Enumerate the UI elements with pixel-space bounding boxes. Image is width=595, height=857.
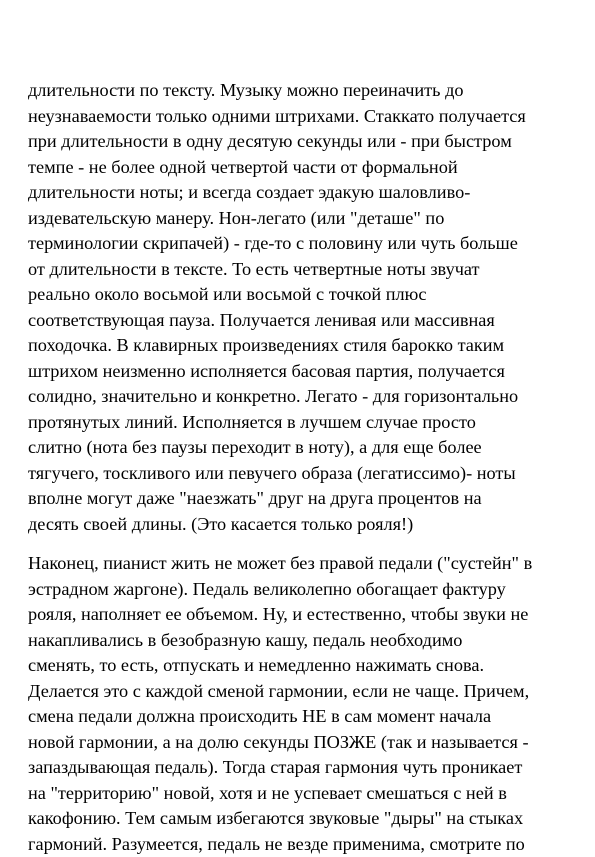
text-line: десять своей длины. (Это касается только рояля!) — [28, 512, 576, 538]
text-line: терминологии скрипачей) - где-то с половину или чуть больше — [28, 231, 576, 257]
text-line: тягучего, тоскливого или певучего образа (легатиссимо)- ноты — [28, 461, 576, 487]
text-line: солидно, значительно и конкретно. Легато - для горизонтально — [28, 384, 576, 410]
text-line: длительности по тексту. Музыку можно переиначить до — [28, 78, 576, 104]
text-line: длительности ноты; и всегда создает эдакую шаловливо- — [28, 180, 576, 206]
text-line: при длительности в одну десятую секунды или - при быстром — [28, 129, 576, 155]
paragraph-articulation — [28, 78, 576, 537]
text-line: рояля, наполняет ее объемом. Ну, и естественно, чтобы звуки не — [28, 602, 576, 628]
text-line: от длительности в тексте. То есть четвертные ноты звучат — [28, 257, 576, 283]
paragraph-pedal — [28, 551, 576, 857]
document-page — [28, 78, 576, 857]
text-line: реально около восьмой или восьмой с точкой плюс — [28, 282, 576, 308]
text-line: какофонию. Тем самым избегаются звуковые "дыры" на стыках — [28, 806, 576, 832]
text-line: неузнаваемости только одними штрихами. Стаккато получается — [28, 104, 576, 130]
text-line: накапливались в безобразную кашу, педаль необходимо — [28, 628, 576, 654]
text-line: штрихом неизменно исполняется басовая партия, получается — [28, 359, 576, 385]
text-line: гармоний. Разумеется, педаль не везде применима, смотрите по — [28, 832, 576, 857]
text-line: новой гармонии, а на долю секунды ПОЗЖЕ (так и называется - — [28, 730, 576, 756]
text-line: протянутых линий. Исполняется в лучшем случае просто — [28, 410, 576, 436]
text-line: слитно (нота без паузы переходит в ноту), а для еще более — [28, 435, 576, 461]
text-line: на "территорию" новой, хотя и не успевает смешаться с ней в — [28, 781, 576, 807]
text-line: темпе - не более одной четвертой части от формальной — [28, 155, 576, 181]
text-line: запаздывающая педаль). Тогда старая гармония чуть проникает — [28, 755, 576, 781]
text-line: эстрадном жаргоне). Педаль великолепно обогащает фактуру — [28, 577, 576, 603]
text-line: Наконец, пианист жить не может без правой педали ("сустейн" в — [28, 551, 576, 577]
text-line: походочка. В клавирных произведениях стиля барокко таким — [28, 333, 576, 359]
text-line: сменять, то есть, отпускать и немедленно нажимать снова. — [28, 653, 576, 679]
text-line: Делается это с каждой сменой гармонии, если не чаще. Причем, — [28, 679, 576, 705]
text-line: издевательскую манеру. Нон-легато (или "деташе" по — [28, 206, 576, 232]
text-line: вполне могут даже "наезжать" друг на друга процентов на — [28, 486, 576, 512]
text-line: смена педали должна происходить НЕ в сам момент начала — [28, 704, 576, 730]
text-line: соответствующая пауза. Получается ленивая или массивная — [28, 308, 576, 334]
